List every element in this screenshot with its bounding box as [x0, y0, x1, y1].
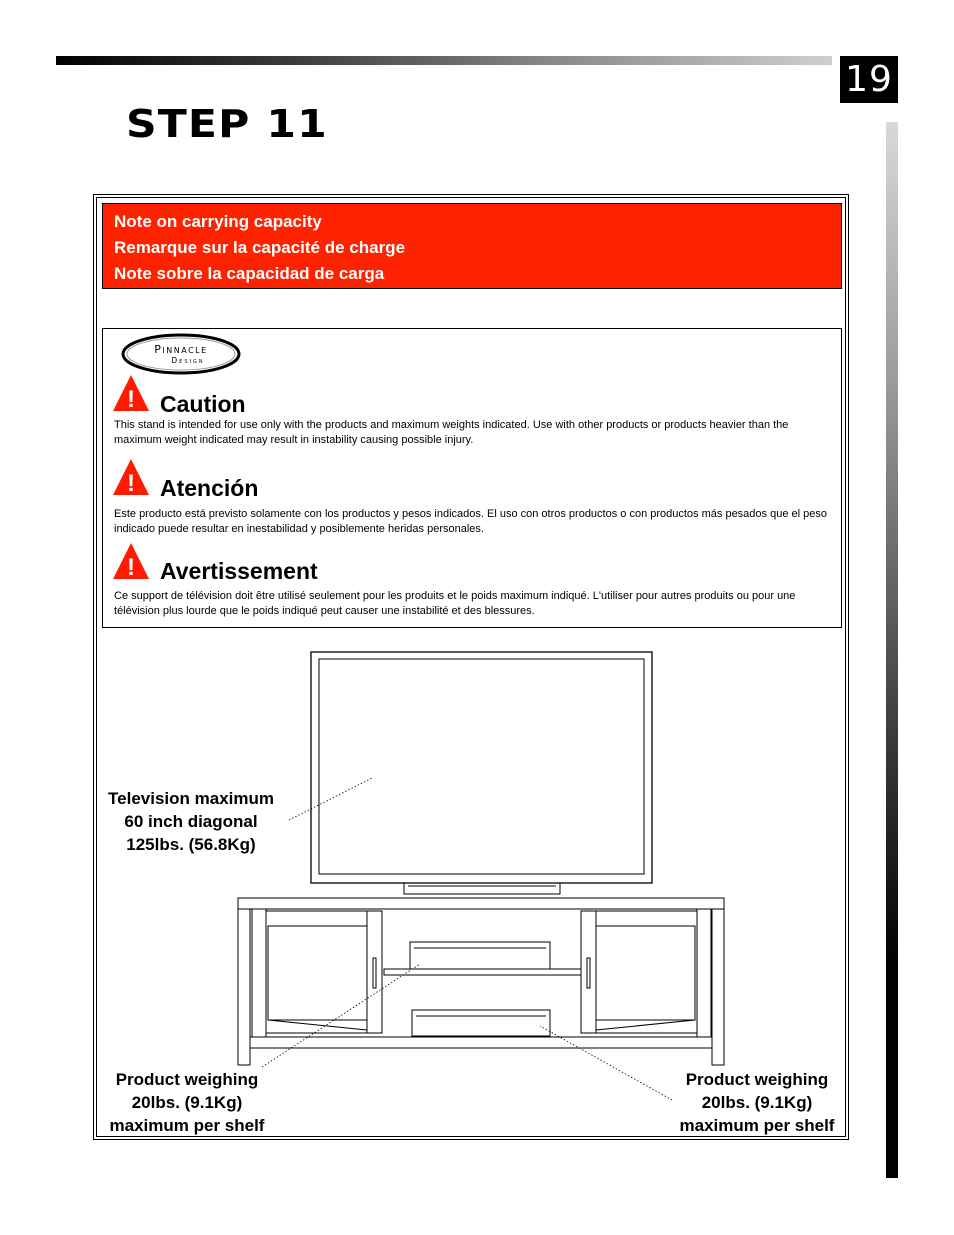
stand-top [238, 898, 724, 909]
atencion-text: Este producto está previsto solamente con los productos y pesos indicados. El uso con otros productos o con productos más pesados que el peso indicado puede resultar en inestabilidad y posiblemente heridas personales. [114, 508, 827, 535]
shelf-label-line: 20lbs. (9.1Kg) [701, 1093, 813, 1112]
avertissement-text: Ce support de télévision doit être utilisé seulement pour les produits et le poids maximum indiqué. L'utiliser pour autres produits ou pour une télévision plus lourde que le poids indiqué peut causer une instabilité et des blessures. [114, 590, 796, 617]
upper-component [410, 942, 550, 969]
tv-label-line: 125lbs. (56.8Kg) [126, 835, 256, 854]
caution-text: This stand is intended for use only with the products and maximum weights indicated. Use with other products or products heavier than the maximum weight indicated may result in instability causing possible injury. [114, 419, 789, 446]
notice-line-fr: Remarque sur la capacité de charge [114, 238, 406, 257]
right-door [596, 911, 697, 1033]
tv-outer-frame [311, 652, 652, 883]
lower-component [412, 1010, 550, 1036]
avertissement-heading: Avertissement [160, 558, 318, 584]
left-door [266, 911, 367, 1033]
tv-label-line: Television maximum [108, 789, 274, 808]
tv-label-line: 60 inch diagonal [124, 812, 258, 831]
svg-text:!: ! [127, 386, 135, 413]
shelf-label-line: Product weighing [115, 1070, 259, 1089]
atencion-heading: Atención [160, 475, 259, 501]
svg-text:!: ! [127, 554, 135, 581]
caution-heading: Caution [160, 391, 246, 417]
logo-word-bottom: Design [171, 356, 205, 365]
tv-capacity-label [94, 787, 288, 856]
tv-screen [319, 659, 644, 874]
tv-callout-line [289, 778, 372, 820]
notice-line-en: Note on carrying capacity [114, 212, 322, 231]
page-number: 19 [840, 56, 898, 103]
middle-shelf [384, 969, 581, 975]
shelf-label-line: Product weighing [685, 1070, 829, 1089]
notice-line-es: Note sobre la capacidad de carga [114, 264, 385, 283]
step-title: STEP 11 [126, 102, 328, 146]
shelf-label-line: 20lbs. (9.1Kg) [131, 1093, 243, 1112]
tv-foot [404, 883, 560, 894]
logo-word-top: Pinnacle [154, 343, 208, 356]
svg-text:!: ! [127, 470, 135, 497]
shelf-label-line: maximum per shelf [679, 1116, 835, 1135]
left-shelf-capacity-label [97, 1068, 277, 1137]
left-shelf-callout-line [262, 964, 420, 1067]
shelf-label-line: maximum per shelf [109, 1116, 265, 1135]
right-shelf-capacity-label [666, 1068, 848, 1137]
